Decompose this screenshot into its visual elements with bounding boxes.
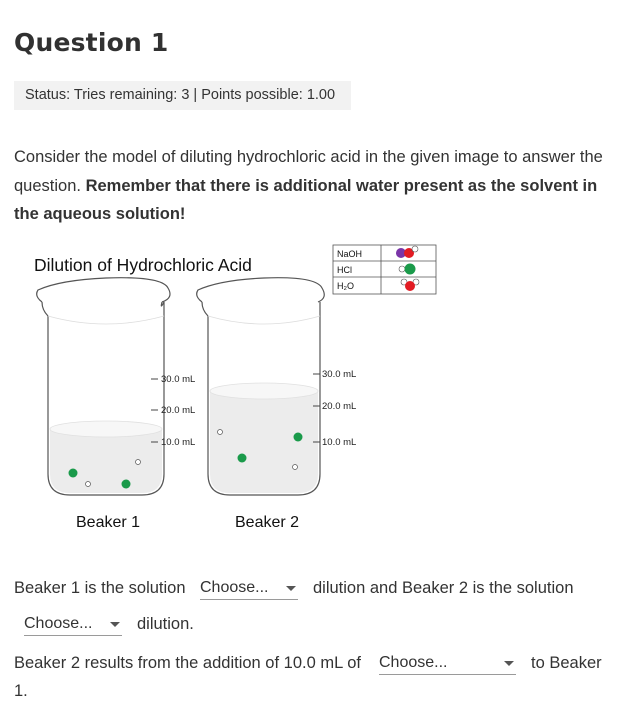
added-substance-select[interactable] [379,651,516,675]
dilution-figure [30,240,440,535]
figure-title: Dilution of Hydrochloric Acid [34,255,252,275]
question-prompt [14,143,624,229]
beaker-1-mark-20: 20.0 mL [161,405,196,416]
hydrogen-particle [86,482,91,487]
beaker-2 [197,278,357,531]
answer-text-2b: dilution. [137,615,194,633]
beaker-1 [37,278,196,531]
legend-table [333,245,436,294]
status-bar: Status: Tries remaining: 3 | Points possible: 1.00 [14,81,351,110]
chevron-down-icon [110,622,120,627]
hydrogen-particle [136,460,141,465]
select-1-value: Choose... [200,579,269,596]
beaker-1-dilution-select[interactable] [200,576,298,600]
prompt-text: Consider the model of diluting hydrochloric acid in the given image to answer the question. [14,148,603,195]
hydrogen-particle [218,430,223,435]
answer-text-1a: Beaker 1 is the solution [14,579,186,597]
legend-label-h2o: H₂O [337,281,354,291]
chevron-down-icon [286,586,296,591]
legend-label-naoh: NaOH [337,249,363,259]
question-title: Question 1 [14,28,169,57]
chevron-down-icon [504,661,514,666]
hcl-particle [69,469,78,478]
legend-label-hcl: HCl [337,265,352,275]
answer-text-1b: dilution and Beaker 2 is the solution [313,579,574,597]
beaker-2-mark-30: 30.0 mL [322,369,357,380]
prompt-bold-text: Remember that there is additional water present as the solvent in the aqueous solution! [14,176,598,223]
hcl-particle [122,480,131,489]
beaker-2-dilution-select[interactable] [24,612,122,636]
beaker-2-label: Beaker 2 [235,514,300,531]
beaker-1-label: Beaker 1 [76,514,141,531]
select-2-value: Choose... [24,615,93,632]
beaker-1-mark-10: 10.0 mL [161,437,196,448]
beaker-2-mark-10: 10.0 mL [322,437,357,448]
hcl-particle [238,454,247,463]
beaker-1-mark-30: 30.0 mL [161,374,196,385]
hcl-particle [294,433,303,442]
beaker-2-mark-20: 20.0 mL [322,401,357,412]
answer-text-3b: to Beaker [531,654,602,672]
select-3-value: Choose... [379,654,448,671]
answer-text-4: 1. [14,682,28,700]
hydrogen-particle [293,465,298,470]
answer-text-3a: Beaker 2 results from the addition of 10.0 mL of [14,654,361,672]
